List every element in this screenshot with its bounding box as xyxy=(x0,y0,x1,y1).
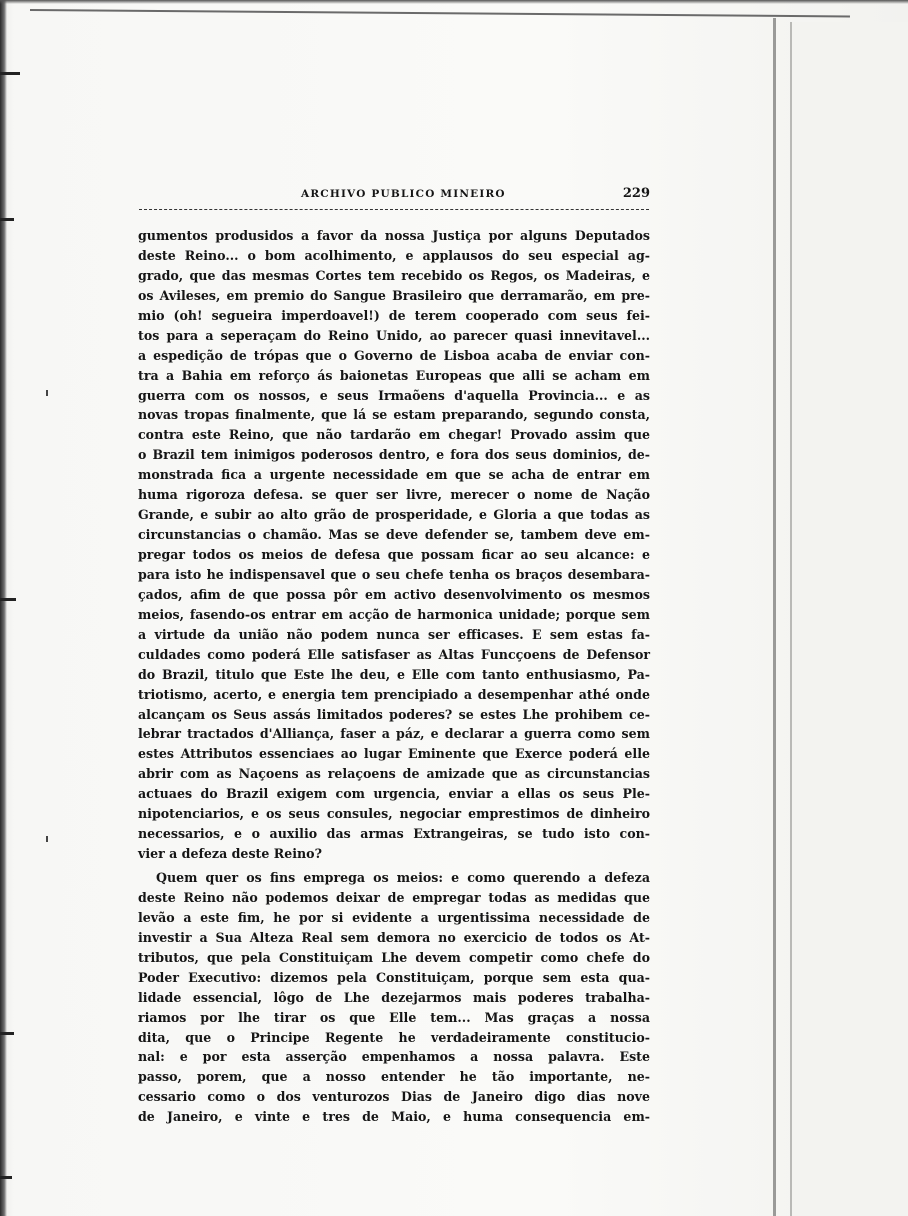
text-line: lidade essencial, lôgo de Lhe dezejarmos mais poderes trabalha- xyxy=(138,989,650,1005)
speck xyxy=(46,390,48,396)
text-line: do Brazil, titulo que Este lhe deu, e Elle com tanto enthusiasmo, Pa- xyxy=(138,666,650,682)
text-line: de Janeiro, e vinte e tres de Maio, e huma consequencia em- xyxy=(138,1109,650,1125)
adjacent-page-edge xyxy=(790,22,908,1216)
text-line: circunstancias o chamão. Mas se deve defender se, tambem deve em- xyxy=(138,527,650,543)
text-line: mio (oh! segueira imperdoavel!) de terem cooperado com seus fei- xyxy=(138,307,650,323)
body-text xyxy=(138,226,650,1127)
text-line: çados, afim de que possa pôr em activo desenvolvimento os mesmos xyxy=(138,586,650,602)
text-line: a virtude da união não podem nunca ser efficases. E sem estas fa- xyxy=(138,626,650,642)
text-line: contra este Reino, que não tardarão em chegar! Provado assim que xyxy=(138,427,650,443)
text-line: estes Attributos essenciaes ao lugar Eminente que Exerce poderá elle xyxy=(138,746,650,762)
text-line: guerra com os nossos, e seus Irmaõens d'aquella Provincia... e as xyxy=(138,387,650,403)
text-line: vier a defeza deste Reino? xyxy=(138,846,322,862)
text-line: passo, porem, que a nosso entender he tão importante, ne- xyxy=(138,1069,650,1085)
text-line: actuaes do Brazil exigem com urgencia, enviar a ellas os seus Ple- xyxy=(138,786,650,802)
text-line: lebrar tractados d'Alliança, faser a páz, e declarar a guerra como sem xyxy=(138,726,650,742)
text-line: cessario como o dos venturozos Dias de Janeiro digo dias nove xyxy=(138,1089,650,1105)
text-line: os Avileses, em premio do Sangue Brasileiro que derramarão, em pre- xyxy=(138,287,650,303)
text-line: culdades como poderá Elle satisfaser as Altas Funcçoens de Defensor xyxy=(138,646,650,662)
text-line: tributos, que pela Constituiçam Lhe devem competir como chefe do xyxy=(138,949,650,965)
scan-right-edge xyxy=(773,18,776,1216)
text-line: deste Reino... o bom acolhimento, e applausos do seu especial ag- xyxy=(138,247,650,263)
text-line: pregar todos os meios de defesa que possam ficar ao seu alcance: e xyxy=(138,547,650,562)
text-line: o Brazil tem inimigos poderosos dentro, e fora dos seus dominios, de- xyxy=(138,447,650,463)
text-line: levão a este fim, he por si evidente a urgentissima necessidade de xyxy=(138,909,650,925)
scan-top-rule xyxy=(30,9,850,17)
text-line: triotismo, acerto, e energia tem prencipiado a desempenhar athé onde xyxy=(138,686,650,702)
text-line: para isto he indispensavel que o seu chefe tenha os braços desembara- xyxy=(138,566,650,582)
running-title: ARCHIVO PUBLICO MINEIRO xyxy=(301,188,506,200)
text-line: dita, que o Principe Regente he verdadeiramente constitucio- xyxy=(138,1029,650,1045)
margin-mark xyxy=(0,1176,12,1179)
text-line: Quem quer os fins emprega os meios: e como querendo a defeza xyxy=(156,870,650,885)
text-line: huma rigoroza defesa. se quer ser livre, merecer o nome de Nação xyxy=(138,487,650,503)
text-line: abrir com as Naçoens as relaçoens de amizade que as circunstancias xyxy=(138,766,650,782)
text-line: Grande, e subir ao alto grão de prosperidade, e Gloria a que todas as xyxy=(138,507,650,523)
text-line: necessarios, e o auxilio das armas Extrangeiras, se tudo isto con- xyxy=(138,826,650,842)
margin-mark xyxy=(0,598,16,601)
text-line: Poder Executivo: dizemos pela Constituiçam, porque sem esta qua- xyxy=(138,969,650,985)
running-header xyxy=(138,186,652,210)
margin-mark xyxy=(0,218,14,221)
paragraph xyxy=(138,868,650,1127)
margin-mark xyxy=(0,1032,14,1035)
text-line: nal: e por esta asserção empenhamos a nossa palavra. Este xyxy=(138,1049,650,1065)
text-line: gumentos produsidos a favor da nossa Justiça por alguns Deputados xyxy=(138,228,650,243)
text-line: riamos por lhe tirar os que Elle tem... Mas graças a nossa xyxy=(138,1009,650,1025)
scan-top-edge xyxy=(0,0,908,4)
text-line: alcançam os Seus assás limitados poderes? se estes Lhe prohibem ce- xyxy=(138,706,650,722)
header-divider xyxy=(139,209,649,210)
speck xyxy=(46,836,48,842)
text-line: deste Reino não podemos deixar de empregar todas as medidas que xyxy=(138,889,650,905)
text-line: grado, que das mesmas Cortes tem recebido os Regos, os Madeiras, e xyxy=(138,267,650,283)
text-line: a espedição de trópas que o Governo de Lisboa acaba de enviar con- xyxy=(138,347,650,363)
paragraph xyxy=(138,226,650,864)
page-number: 229 xyxy=(622,186,650,201)
text-line: meios, fasendo-os entrar em acção de harmonica unidade; porque sem xyxy=(138,606,650,622)
text-line: monstrada fica a urgente necessidade em que se acha de entrar em xyxy=(138,467,650,483)
text-line: tra a Bahia em reforço ás baionetas Europeas que alli se acham em xyxy=(138,367,650,383)
text-line: investir a Sua Alteza Real sem demora no exercicio de todos os At- xyxy=(138,929,650,945)
text-line: nipotenciarios, e os seus consules, negociar emprestimos de dinheiro xyxy=(138,806,650,822)
text-line: novas tropas finalmente, que lá se estam preparando, segundo consta, xyxy=(138,407,650,423)
margin-mark xyxy=(0,72,20,75)
text-line: tos para a seperaçam do Reino Unido, ao parecer quasi innevitavel... xyxy=(138,327,650,343)
